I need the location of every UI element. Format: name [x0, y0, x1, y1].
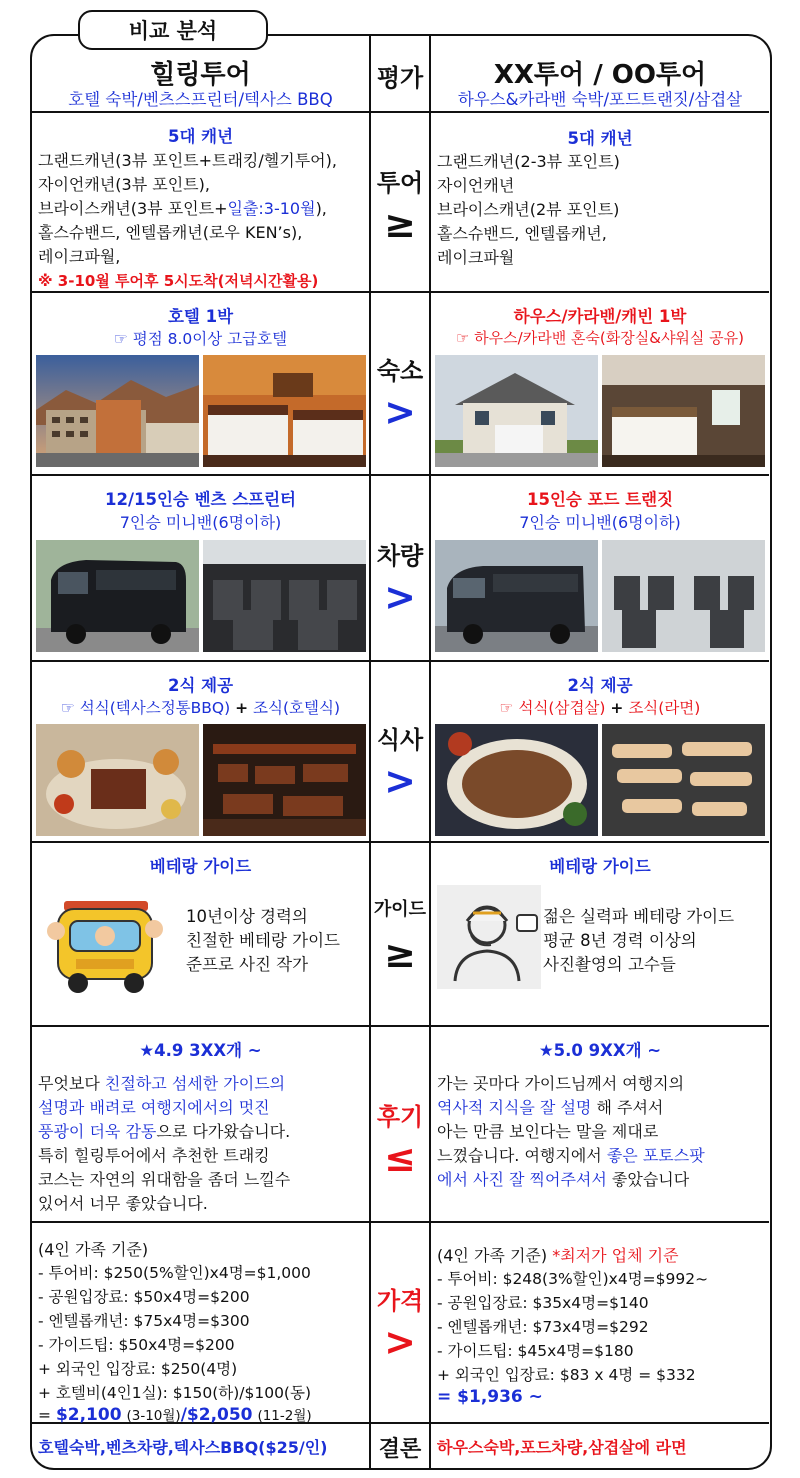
review-right-line1: 가는 곳마다 가이드님께서 여행지의: [437, 1074, 685, 1093]
price-right-line3: - 엔텔롭캐년: $73x4명=$292: [437, 1318, 649, 1336]
tour-left-title: 5대 캐년: [167, 127, 234, 146]
left-company-title: 힐링투어: [150, 60, 251, 90]
review-left-line4: 특히 힐링투어에서 추천한 트래킹: [38, 1146, 270, 1165]
lodging-right-sub: ☞ 하우스/카라밴 혼숙(화장실&샤워실 공유): [455, 329, 745, 347]
vehicle-symbol: >: [384, 575, 416, 619]
review-right-rating: ★5.0 9XX개 ~: [538, 1041, 662, 1060]
price-left-line1: - 투어비: $250(5%할인)x4명=$1,000: [38, 1264, 311, 1282]
review-right-line3: 아는 만큼 보인다는 말을 제대로: [437, 1122, 659, 1141]
pork-belly-grill-photo: [602, 724, 765, 836]
guide-left-line1: 10년이상 경력의: [186, 907, 308, 926]
bbq-platter-photo: [36, 724, 199, 836]
guide-right-line2: 평균 8년 경력 이상의: [543, 931, 697, 950]
tour-left-line4: 홀스슈밴드, 엔텔롭캐년(로우 KEN’s),: [38, 223, 303, 242]
lodging-left-sub: ☞ 평점 8.0이상 고급호텔: [113, 330, 288, 348]
review-symbol: ≤: [384, 1136, 416, 1180]
transit-van-photo: [435, 540, 598, 652]
price-left-line6: + 호텔비(4인1실): $150(하)/$100(동): [38, 1384, 311, 1402]
conclusion-right: 하우스숙박,포드차량,삼겹살에 라면: [437, 1438, 687, 1457]
cabin-room-photo: [602, 355, 765, 467]
meal-label: 식사: [376, 726, 424, 754]
review-row: [32, 1027, 769, 1223]
tour-right-line2: 자이언캐년: [437, 176, 515, 195]
tour-right-line4: 홀스슈밴드, 엔텔롭캐년,: [437, 224, 607, 243]
review-right-line2: 역사적 지식을 잘 설명 해 주셔서: [437, 1098, 664, 1117]
vehicle-label: 차량: [376, 542, 424, 570]
bbq-grill-photo: [203, 724, 366, 836]
tour-label: 투어: [376, 169, 424, 197]
price-right-line4: - 가이드팁: $45x4명=$180: [437, 1342, 634, 1360]
hotel-room-photo: [203, 355, 366, 467]
guide-left-title: 베테랑 가이드: [149, 857, 252, 876]
price-right-total: = $1,936 ~: [437, 1387, 543, 1407]
guide-right-line1: 젊은 실력파 베테랑 가이드: [543, 907, 735, 926]
transit-interior-photo: [602, 540, 765, 652]
vehicle-right-title: 15인승 포드 트랜짓: [526, 490, 674, 509]
tour-left-line3: 브라이스캐년(3뷰 포인트+일출:3-10월),: [38, 199, 327, 218]
price-left-line5: + 외국인 입장료: $250(4명): [38, 1360, 238, 1378]
vehicle-left-sub: 7인승 미니밴(6명이하): [119, 513, 282, 532]
review-right-line4: 느꼈습니다. 여행지에서 좋은 포토스팟: [437, 1146, 705, 1165]
tour-symbol: ≥: [384, 202, 416, 246]
tour-left-line1: 그랜드캐년(3뷰 포인트+트래킹/헬기투어),: [38, 151, 337, 170]
section-tab-compare: 비교 분석: [78, 10, 268, 50]
comparison-table: [30, 34, 772, 1470]
review-left-rating: ★4.9 3XX개 ~: [139, 1041, 262, 1060]
sprinter-van-photo: [36, 540, 199, 652]
price-right-head: (4인 가족 기준) *최저가 업체 기준: [437, 1246, 679, 1265]
vehicle-left-title: 12/15인승 벤츠 스프린터: [105, 490, 296, 509]
price-left-line2: - 공원입장료: $50x4명=$200: [38, 1288, 250, 1306]
tour-left-line5: 레이크파월,: [38, 247, 121, 266]
guide-row: [32, 843, 769, 1027]
left-company-subtitle: 호텔 숙박/벤츠스프린터/텍사스 BBQ: [68, 90, 333, 109]
meal-row: [32, 662, 769, 843]
review-right-line5: 에서 사진 잘 찍어주셔서 좋았습니다: [437, 1170, 690, 1189]
price-symbol: >: [384, 1320, 416, 1364]
conclusion-row: [32, 1424, 769, 1470]
price-label: 가격: [376, 1287, 424, 1315]
price-left-head: (4인 가족 기준): [38, 1240, 149, 1259]
meal-right-title: 2식 제공: [567, 676, 633, 695]
vehicle-row: [32, 476, 769, 662]
lodging-symbol: >: [384, 390, 416, 434]
vehicle-right-sub: 7인승 미니밴(6명이하): [519, 513, 681, 532]
price-row: [32, 1223, 769, 1424]
house-exterior-photo: [435, 355, 598, 467]
right-company-title: XX투어 / OO투어: [493, 60, 707, 90]
review-left-line3: 풍광이 더욱 감동으로 다가왔습니다.: [38, 1122, 291, 1141]
price-right-line1: - 투어비: $248(3%할인)x4명=$992~: [437, 1270, 709, 1288]
tour-right-line3: 브라이스캐년(2뷰 포인트): [437, 200, 620, 219]
guide-left-line2: 친절한 베테랑 가이드: [186, 931, 340, 950]
lodging-label: 숙소: [376, 357, 424, 385]
conclusion-left: 호텔숙박,벤츠차량,텍사스BBQ($25/인): [38, 1438, 328, 1457]
price-left-line3: - 엔텔롭캐년: $75x4명=$300: [38, 1312, 250, 1330]
lodging-row: [32, 293, 769, 476]
evaluation-header: 평가: [376, 64, 424, 92]
price-left-total: = $2,100 (3-10월)/$2,050 (11-2월): [38, 1405, 312, 1425]
price-left-line4: - 가이드팁: $50x4명=$200: [38, 1336, 235, 1354]
meal-left-title: 2식 제공: [167, 676, 234, 695]
review-label: 후기: [376, 1103, 424, 1131]
review-left-line2: 설명과 배려로 여행지에서의 멋진: [38, 1098, 270, 1117]
sprinter-interior-photo: [203, 540, 366, 652]
meal-symbol: >: [384, 759, 416, 803]
guide-left-line3: 준프로 사진 작가: [186, 955, 309, 974]
tour-row: [32, 113, 769, 293]
tour-left-line2: 자이언캐년(3뷰 포인트),: [38, 175, 210, 194]
review-left-line6: 있어서 너무 좋았습니다.: [38, 1194, 208, 1213]
samgyeopsal-plate-photo: [435, 724, 598, 836]
school-bus-illustration: [46, 881, 164, 999]
review-left-line5: 코스는 자연의 위대함을 좀더 느낄수: [38, 1170, 291, 1189]
guide-right-title: 베테랑 가이드: [549, 857, 651, 876]
guide-label: 가이드: [373, 899, 427, 920]
meal-left-sub: ☞ 석식(텍사스정통BBQ) + 조식(호텔식): [60, 699, 341, 717]
hotel-exterior-photo: [36, 355, 199, 467]
guide-right-line3: 사진촬영의 고수들: [543, 955, 676, 974]
headset-guide-icon: [437, 885, 541, 989]
lodging-right-title: 하우스/카라밴/캐빈 1박: [513, 307, 687, 326]
tour-right-line5: 레이크파월: [437, 248, 515, 267]
right-company-subtitle: 하우스&카라밴 숙박/포드트랜짓/삼겹살: [457, 90, 743, 109]
tour-left-note: ※ 3-10월 투어후 5시도착(저녁시간활용): [38, 272, 319, 290]
conclusion-label: 결론: [378, 1437, 422, 1462]
tour-right-title: 5대 캐년: [567, 129, 633, 148]
lodging-left-title: 호텔 1박: [167, 307, 234, 326]
meal-right-sub: ☞ 석식(삼겹살) + 조식(라면): [499, 699, 701, 717]
price-right-line2: - 공원입장료: $35x4명=$140: [437, 1294, 649, 1312]
review-left-line1: 무엇보다 친절하고 섬세한 가이드의: [38, 1074, 286, 1093]
tour-right-line1: 그랜드캐년(2-3뷰 포인트): [437, 152, 620, 171]
guide-symbol: ≥: [384, 932, 416, 976]
price-right-line5: + 외국인 입장료: $83 x 4명 = $332: [437, 1366, 696, 1384]
